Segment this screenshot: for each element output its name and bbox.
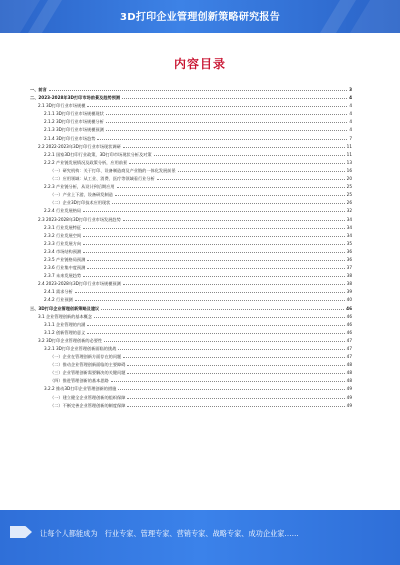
toc-entry-title: 一、前言 [30,87,47,92]
toc-entry[interactable] [30,402,352,410]
toc-entry[interactable] [30,167,352,175]
toc-entry[interactable] [30,94,352,102]
toc-entry-page: 47 [346,337,352,343]
toc-entry[interactable] [30,296,352,304]
toc-leader-dots [123,143,345,148]
toc-entry[interactable] [30,135,352,143]
toc-entry-page: 39 [346,289,352,295]
toc-entry-title: 2.2.1 国家3D打印行业政策，3D打印市场现状分析及对策 [44,151,152,157]
toc-entry-page: 38 [346,281,352,287]
toc-entry[interactable] [30,337,352,345]
toc-entry-page: 46 [346,313,352,319]
toc-leader-dots [127,394,344,399]
toc-entry-page: 46 [346,321,352,327]
toc-leader-dots [87,256,344,261]
toc-leader-dots [178,167,345,172]
toc-entry-page: 46 [346,329,352,335]
toc-entry-page: 32 [346,208,352,214]
toc-leader-dots [115,191,345,196]
toc-entry[interactable] [30,159,352,167]
toc-entry-page: 34 [346,224,352,230]
toc-entry-page: 36 [346,256,352,262]
toc-entry-page: 20 [346,176,352,182]
toc-leader-dots [111,377,345,382]
page-header [0,0,400,33]
toc-leader-dots [118,345,344,350]
toc-entry-page: 37 [346,265,352,271]
toc-leader-dots [87,264,344,269]
toc-entry[interactable] [30,361,352,369]
toc-leader-dots [75,296,345,301]
toc-entry-title: 3.2.1 3D打印企业管理创新面临的挑战 [44,346,117,351]
toc-entry[interactable] [30,377,352,385]
toc-leader-dots [129,159,344,164]
toc-entry-page: 38 [346,273,352,279]
toc-entry-title: 2.1.4 3D打印行业市场趋势 [44,135,96,141]
toc-entry-title: 3.1 企业管理创新的基本概念 [38,313,93,319]
toc-entry-title: 3.2.2 推动3D打印企业管理创新的措施 [44,386,117,392]
toc-entry-title: （一）产业上下游，设备研发制造 [50,192,113,198]
toc-entry-page: 36 [346,248,352,254]
table-of-contents [30,86,352,410]
toc-entry-title: 2.3.1 行业发展特征 [44,224,82,230]
toc-entry-title: 2.2.2 产业链发展情况及政策分析，应用前景 [44,159,128,165]
toc-entry-page: 47 [346,346,352,351]
toc-entry[interactable] [30,143,352,151]
toc-leader-dots [112,199,344,204]
toc-entry-title: 2.2.3 产业链分析，从设计到后期应用 [44,184,115,190]
toc-entry-title: （一）企业在管理创新方面存在的问题 [50,354,122,360]
toc-entry-page: 47 [346,354,352,360]
toc-entry-title: 2.4.1 需求分析 [44,289,73,295]
toc-leader-dots [49,86,347,91]
toc-leader-dots [127,402,344,407]
toc-entry[interactable] [30,175,352,183]
toc-entry-page: 34 [346,232,352,238]
toc-entry[interactable] [30,183,352,191]
toc-entry[interactable] [30,126,352,134]
toc-leader-dots [87,102,347,107]
toc-entry-page: 46 [346,305,352,311]
toc-entry[interactable] [30,272,352,280]
toc-entry-title: 2.1.2 3D打印行业市场规模分析 [44,119,104,125]
toc-entry-page: 11 [346,143,352,149]
toc-entry-title: 3.1.1 企业管理的内涵 [44,321,86,327]
toc-entry-title: 2.1.3 3D打印行业市场规模预测 [44,127,104,133]
toc-leader-dots [123,280,345,285]
toc-entry[interactable] [30,305,352,313]
toc-heading: 内容目录 [173,57,226,71]
toc-leader-dots [83,248,345,253]
toc-entry[interactable] [30,110,352,118]
toc-entry-title: 2.4.2 行业预测 [44,297,73,303]
toc-entry[interactable] [30,224,352,232]
toc-entry-page: 4 [349,111,352,117]
toc-entry-page: 13 [346,159,352,165]
toc-entry-title: 2.3.6 行业集中度预测 [44,265,86,271]
report-title: 3D打印企业管理创新策略研究报告 [119,12,281,23]
toc-leader-dots [117,183,345,188]
toc-leader-dots [83,272,345,277]
toc-leader-dots [75,288,345,293]
toc-leader-dots [118,385,344,390]
footer-arrow-icon [10,526,32,538]
toc-leader-dots [157,175,345,180]
toc-entry[interactable] [30,216,352,224]
toc-entry[interactable] [30,248,352,256]
toc-entry[interactable] [30,118,352,126]
toc-entry[interactable] [30,264,352,272]
toc-entry-title: （四）推进管理创新的基本思路 [50,378,109,384]
toc-entry[interactable] [30,280,352,288]
toc-entry-title: （一）建立健全企业管理创新的组织保障 [50,394,126,400]
toc-leader-dots [83,207,345,212]
toc-entry-page: 48 [346,378,352,384]
toc-entry-page: 16 [346,167,352,173]
toc-entry-page: 25 [346,192,352,198]
toc-entry-title: 3.2 3D打印企业管理创新的必要性 [38,337,103,343]
toc-entry[interactable] [30,86,352,94]
toc-entry-page: 25 [346,184,352,190]
toc-entry[interactable] [30,240,352,248]
toc-entry-page: 4 [349,103,352,109]
toc-entry-title: 二、2023-2028年3D打印市场前景及趋势预测 [30,95,121,101]
toc-entry-page: 7 [349,135,352,141]
page-footer [0,510,400,565]
toc-entry-title: （一）研究机构：关于打印、设备制造商及产业链的一体化发展前景 [50,167,176,173]
toc-entry[interactable] [30,385,352,393]
toc-leader-dots [154,151,345,156]
toc-entry-title: （三）企业管理创新需要解决的关键问题 [50,370,126,376]
toc-leader-dots [101,305,344,310]
toc-leader-dots [83,232,345,237]
toc-entry-title: 3.1.2 创新管理的意义 [44,329,86,335]
toc-entry[interactable] [30,191,352,199]
toc-entry-title: 2.3.4 市场结构预测 [44,248,82,254]
toc-entry-page: 34 [346,216,352,222]
toc-entry-title: 2.3.5 产业链格局预测 [44,256,86,262]
toc-leader-dots [94,313,345,318]
toc-entry-page: 49 [346,386,352,392]
toc-leader-dots [83,240,345,245]
toc-entry[interactable] [30,232,352,240]
toc-entry-page: 49 [346,402,352,408]
toc-entry[interactable] [30,345,352,353]
toc-leader-dots [127,369,344,374]
toc-leader-dots [106,126,348,131]
toc-entry-page: 40 [346,297,352,303]
toc-entry-page: 35 [346,240,352,246]
toc-entry-page: 48 [346,362,352,368]
toc-entry-page: 4 [349,119,352,125]
toc-entry[interactable] [30,329,352,337]
toc-leader-dots [97,135,347,140]
toc-entry[interactable] [30,288,352,296]
toc-entry-title: （二）企业3D打印技术应用现状 [50,200,111,206]
toc-entry-title: 2.3.7 未来发展趋势 [44,273,82,279]
footer-slogan: 让每个人都能成为 行业专家、管理专家、营销专家、战略专家、成功企业家…… [40,529,299,538]
toc-entry-page: 4 [349,95,352,101]
toc-leader-dots [122,94,347,99]
toc-entry-title: （二）推动企业管理创新面临的主要障碍 [50,362,126,368]
toc-leader-dots [106,110,348,115]
toc-leader-dots [123,216,345,221]
toc-entry-page: 11 [346,151,352,157]
toc-entry[interactable] [30,369,352,377]
toc-entry[interactable] [30,151,352,159]
toc-entry-title: 2.1.1 3D打印行业市场规模现状 [44,111,104,117]
toc-entry-page: 3 [349,87,352,92]
toc-leader-dots [127,361,344,366]
toc-entry[interactable] [30,199,352,207]
toc-entry-title: 2.3.3 行业发展方向 [44,240,82,246]
toc-entry-title: （二）不断完善企业管理创新的制度保障 [50,402,126,408]
toc-entry-title: 2.2 2022-2023年3D打印行业市场现状调研 [38,143,121,149]
toc-entry[interactable] [30,313,352,321]
toc-entry[interactable] [30,394,352,402]
toc-entry-title: 2.3 2023-2028年3D打印行业市场发展趋势 [38,216,121,222]
toc-entry[interactable] [30,102,352,110]
toc-entry-title: 2.1 3D打印行业市场规模 [38,103,86,109]
toc-leader-dots [104,337,345,342]
toc-leader-dots [123,353,344,358]
toc-entry-title: 三、3D打印企业管理创新策略及建议 [30,305,100,311]
toc-leader-dots [87,321,344,326]
toc-leader-dots [87,329,344,334]
toc-entry-page: 4 [349,127,352,133]
toc-leader-dots [106,118,348,123]
toc-entry[interactable] [30,256,352,264]
toc-entry-page: 48 [346,370,352,376]
toc-entry-title: 2.2.4 行业发展格局 [44,208,82,214]
toc-entry-title: 2.4 2023-2028年3D打印行业市场规模预测 [38,281,121,287]
toc-entry-page: 26 [346,200,352,206]
toc-entry-title: （二）应用领域：从工业、消费、医疗等领域看行业分析 [50,176,155,182]
toc-entry-title: 2.3.2 行业发展空间 [44,232,82,238]
toc-leader-dots [83,224,345,229]
toc-entry[interactable] [30,207,352,215]
toc-entry[interactable] [30,353,352,361]
toc-entry-page: 49 [346,394,352,400]
toc-entry[interactable] [30,321,352,329]
